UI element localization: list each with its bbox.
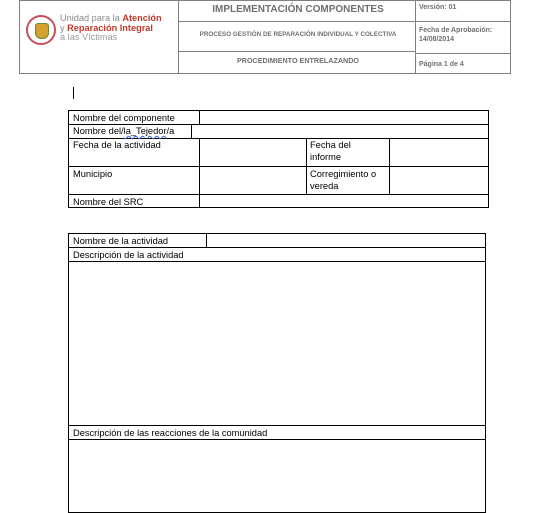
component-info-table xyxy=(68,110,489,208)
document-title: IMPLEMENTACIÓN COMPONENTES xyxy=(212,4,384,15)
version-label: Versión: 01 xyxy=(419,4,457,11)
procedure-name: PROCEDIMIENTO ENTRELAZANDO xyxy=(236,56,360,65)
text-cursor xyxy=(73,87,74,99)
approval-date: Fecha de Aprobación: 14/08/2014 xyxy=(419,27,493,43)
activity-description-table xyxy=(68,233,486,513)
weaver-name-label: Nombre del/la_Tejedor/a xyxy=(73,126,175,136)
activity-description-label: Descripción de la actividad xyxy=(73,250,184,260)
organization-logo xyxy=(20,1,178,73)
activity-name-label: Nombre de la actividad xyxy=(73,236,169,246)
process-name: PROCESO GESTIÓN DE REPARACIÓN INDIVIDUAL Y COLECTIVA xyxy=(199,31,397,38)
activity-date-label: Fecha de la actividad xyxy=(73,140,161,150)
report-date-label: Fecha del informe xyxy=(310,140,351,162)
page-number: Página 1 de 4 xyxy=(419,61,464,68)
community-reactions-label: Descripción de las reacciones de la comunidad xyxy=(73,428,268,438)
src-name-label: Nombre del SRC xyxy=(73,197,144,207)
logo-text: Unidad para la Atención y Reparación Integral a las Víctimas xyxy=(60,13,162,42)
coat-of-arms-icon xyxy=(26,15,56,45)
village-label: Corregimiento o vereda xyxy=(310,169,377,191)
document-header xyxy=(19,0,511,74)
municipality-label: Municipio xyxy=(73,169,113,179)
component-name-label: Nombre del componente xyxy=(73,113,175,123)
